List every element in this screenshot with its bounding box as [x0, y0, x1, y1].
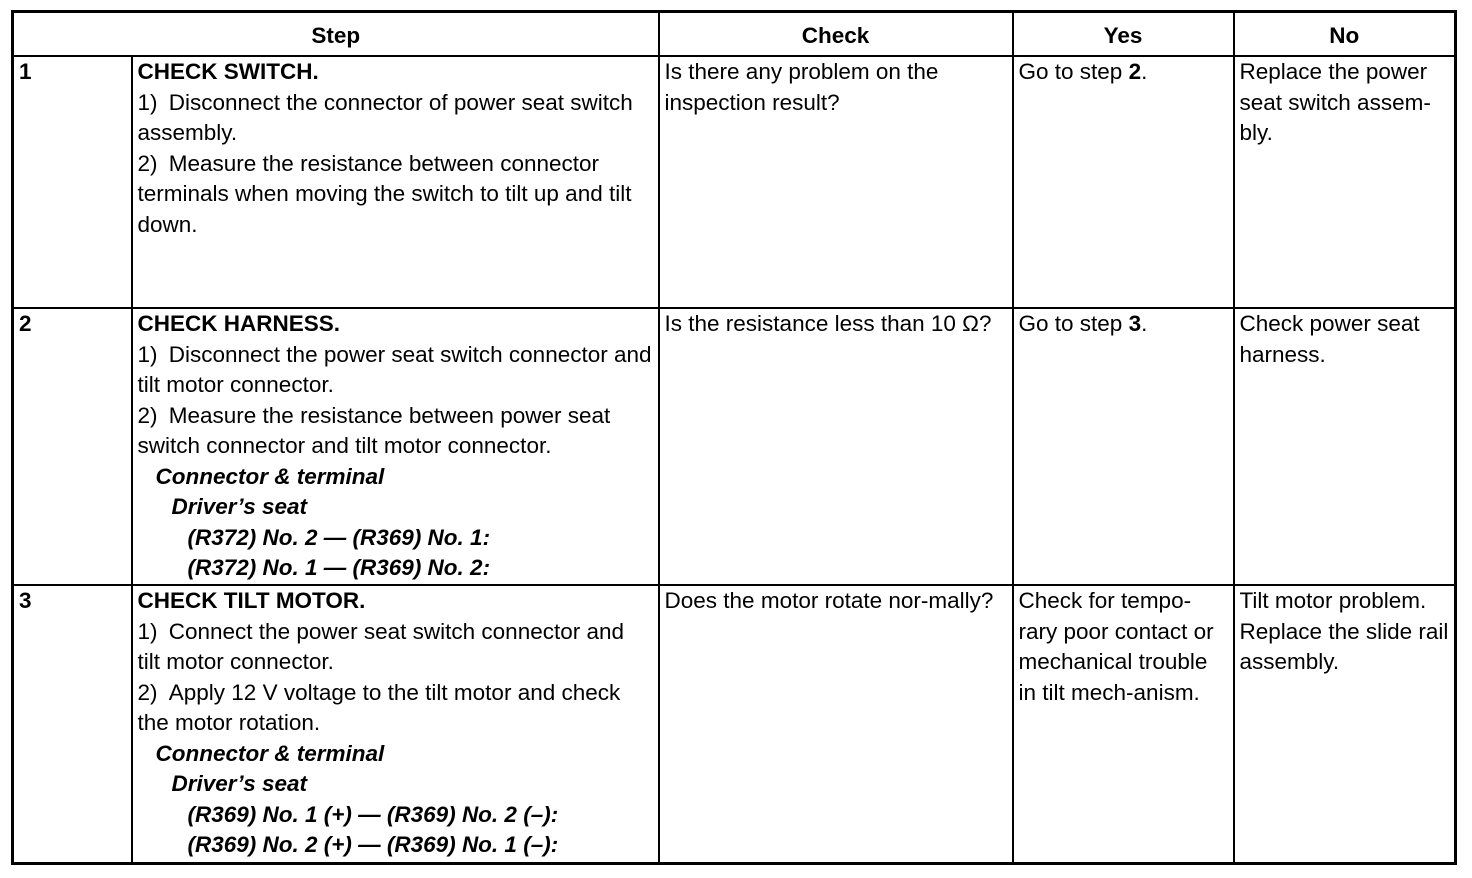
step-instruction: 2) Apply 12 V voltage to the tilt motor and check the motor rotation. [137, 679, 621, 735]
step-instruction: 2) Measure the resistance between connector terminals when moving the switch to tilt up and tilt down. [137, 150, 632, 237]
table-row [13, 308, 1456, 585]
step-number: 2 [13, 308, 132, 585]
step-instruction: 1) Disconnect the connector of power seat switch assembly. [137, 89, 633, 145]
no-cell: Check power seat harness. [1234, 308, 1456, 585]
step-number: 3 [13, 585, 132, 864]
diagnostic-table [11, 10, 1457, 865]
yes-cell: Check for tempo-rary poor contact or mechanical trouble in tilt mech-anism. [1013, 585, 1234, 864]
step-instruction: 2) Measure the resistance between power seat switch connector and tilt motor connector. [137, 402, 611, 458]
step-procedure [132, 56, 659, 308]
check-cell: Does the motor rotate nor-mally? [659, 585, 1013, 864]
step-title: CHECK TILT MOTOR. [137, 588, 366, 613]
step-procedure [132, 308, 659, 585]
connector-terminal-label: Connector & terminal [155, 740, 385, 766]
step-instruction: 1) Disconnect the power seat switch connector and tilt motor connector. [137, 341, 652, 397]
step-instruction: 1) Connect the power seat switch connector and tilt motor connector. [137, 618, 625, 674]
header-check: Check [659, 12, 1013, 57]
header-step: Step [13, 12, 659, 57]
no-cell: Tilt motor problem. Replace the slide rail assembly. [1234, 585, 1456, 864]
header-yes: Yes [1013, 12, 1234, 57]
no-cell: Replace the power seat switch assem-bly. [1234, 56, 1456, 308]
header-no: No [1234, 12, 1456, 57]
yes-cell: Go to step 3. [1013, 308, 1234, 585]
table-row [13, 585, 1456, 864]
yes-step-ref: 3 [1128, 311, 1142, 336]
seat-label: Driver’s seat [171, 494, 308, 519]
step-procedure [132, 585, 659, 864]
terminal-pair: (R372) No. 1 — (R369) No. 2: [187, 555, 491, 580]
connector-terminal-label: Connector & terminal [155, 463, 385, 489]
check-cell: Is there any problem on the inspection result? [659, 56, 1013, 308]
table-row [13, 56, 1456, 308]
terminal-pair: (R369) No. 2 (+) — (R369) No. 1 (–): [187, 832, 559, 857]
yes-step-ref: 2 [1128, 59, 1142, 84]
step-title: CHECK HARNESS. [137, 311, 341, 336]
header-row [13, 12, 1456, 57]
terminal-pair: (R372) No. 2 — (R369) No. 1: [187, 524, 491, 550]
check-cell: Is the resistance less than 10 Ω? [659, 308, 1013, 585]
yes-cell: Go to step 2. [1013, 56, 1234, 308]
step-title: CHECK SWITCH. [137, 59, 319, 84]
terminal-pair: (R369) No. 1 (+) — (R369) No. 2 (–): [187, 801, 559, 827]
seat-label: Driver’s seat [171, 771, 308, 796]
step-number: 1 [13, 56, 132, 308]
